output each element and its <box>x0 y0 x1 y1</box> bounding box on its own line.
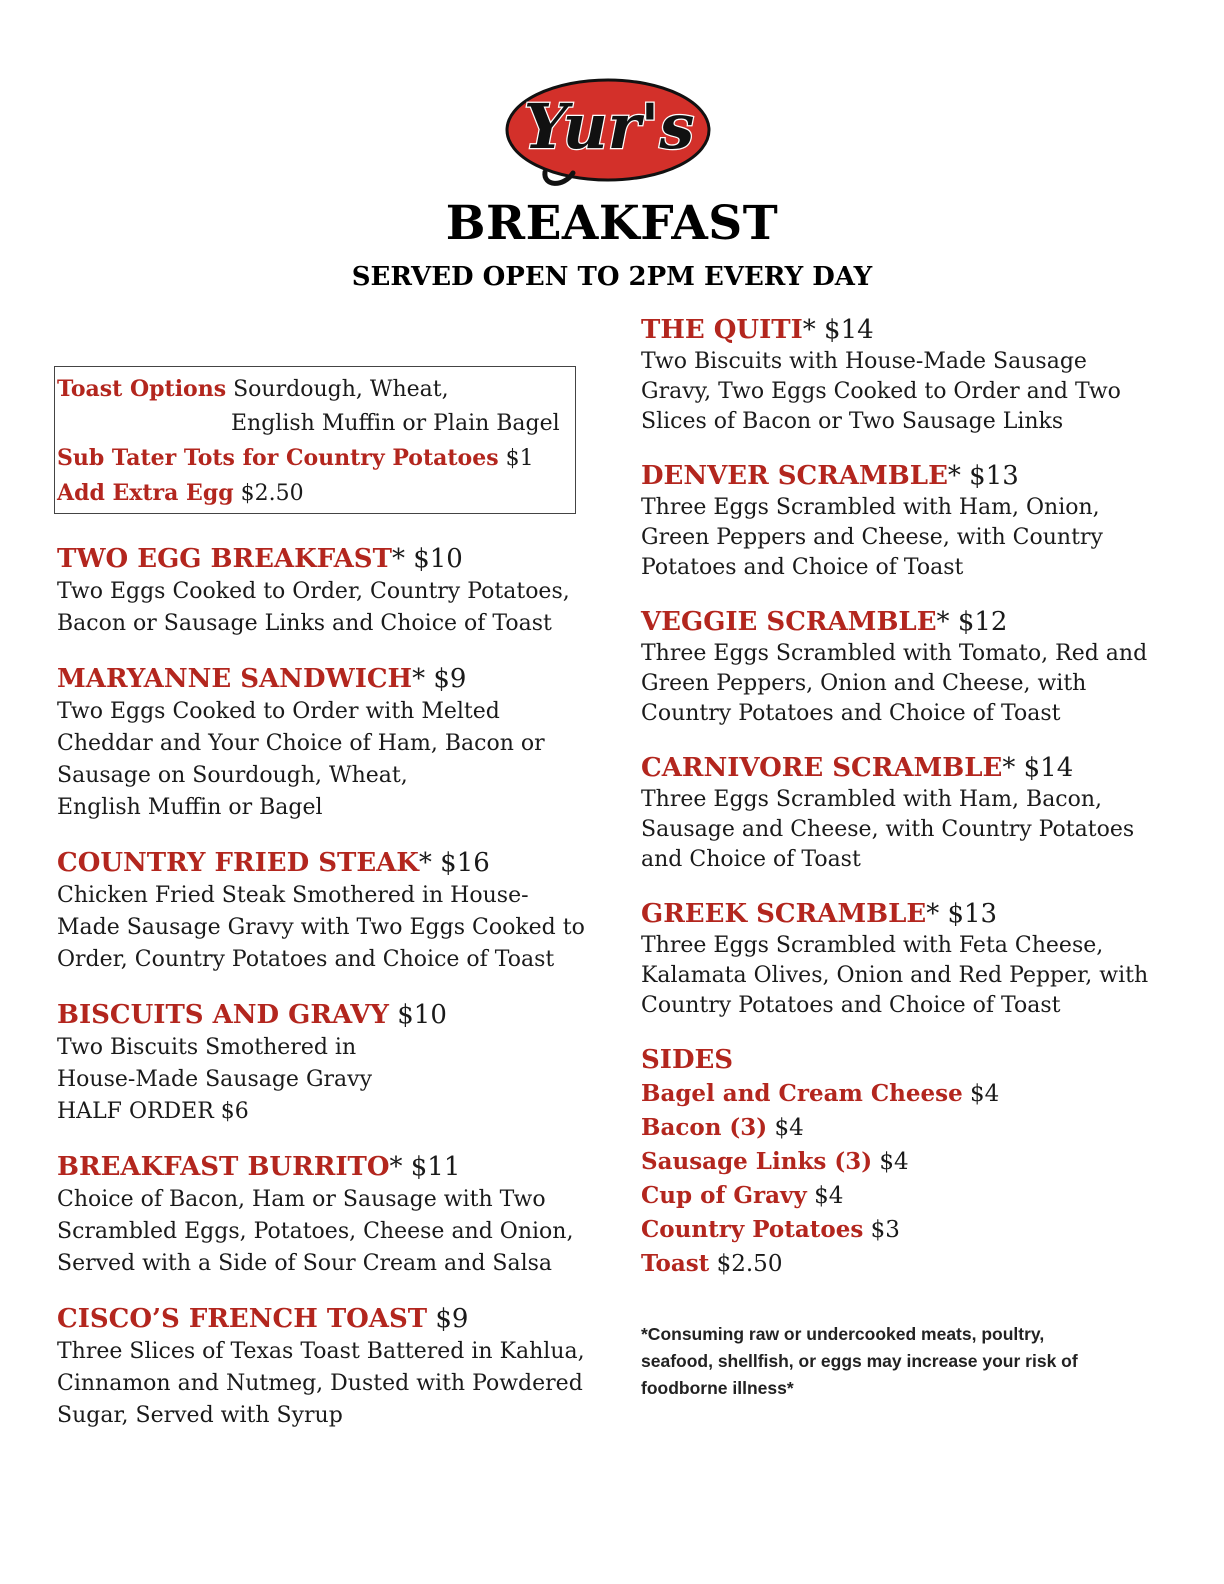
side-item-name: Cup of Gravy <box>641 1182 807 1209</box>
description-line: HALF ORDER $6 <box>57 1099 249 1124</box>
description-line: Served with a Side of Sour Cream and Salsa <box>57 1251 553 1276</box>
menu-item-star: * <box>391 544 405 574</box>
side-item-name: Sausage Links (3) <box>641 1148 873 1175</box>
menu-item-name: VEGGIE SCRAMBLE <box>641 607 937 637</box>
menu-item-star: * <box>412 664 426 694</box>
description-line: Scrambled Eggs, Potatoes, Cheese and Onion, <box>57 1219 574 1244</box>
menu-item-description <box>641 347 1201 437</box>
page-title: BREAKFAST <box>445 196 779 251</box>
menu-item-name: GREEK SCRAMBLE <box>641 899 927 929</box>
menu-item-description <box>57 1336 597 1432</box>
description-line: Cinnamon and Nutmeg, Dusted with Powdered <box>57 1371 583 1396</box>
description-line: Gravy, Two Eggs Cooked to Order and Two <box>641 379 1121 404</box>
description-line: Two Eggs Cooked to Order, Country Potatoes, <box>57 579 570 604</box>
menu-item-star: * <box>936 607 950 637</box>
description-line: English Muffin or Bagel <box>57 795 323 820</box>
tater-tots-line <box>55 441 565 476</box>
menu-item-price: $12 <box>957 607 1008 637</box>
menu-item-star: * <box>1002 753 1016 783</box>
extra-egg-label: Add Extra Egg <box>57 480 234 506</box>
description-line: Sausage and Cheese, with Country Potatoes <box>641 817 1135 842</box>
menu-item-name: DENVER SCRAMBLE <box>641 461 948 491</box>
side-item-name: Toast <box>641 1250 710 1277</box>
disclaimer-line: seafood, shellfish, or eggs may increase your risk of <box>641 1351 1078 1371</box>
menu-item-description <box>57 1032 597 1128</box>
description-line: Country Potatoes and Choice of Toast <box>641 701 1061 726</box>
side-item <box>641 1077 1201 1111</box>
description-line: and Choice of Toast <box>641 847 861 872</box>
side-item <box>641 1111 1201 1145</box>
description-line: Slices of Bacon or Two Sausage Links <box>641 409 1064 434</box>
side-item <box>641 1213 1201 1247</box>
description-line: Kalamata Olives, Onion and Red Pepper, with <box>641 963 1149 988</box>
side-item-price: $4 <box>879 1149 909 1175</box>
side-item <box>641 1247 1201 1281</box>
logo-icon <box>503 68 713 190</box>
menu-item-price: $13 <box>969 461 1019 491</box>
description-line: Two Biscuits with House-Made Sausage <box>641 349 1087 374</box>
menu-item <box>641 605 1201 729</box>
menu-item-description <box>57 696 597 824</box>
menu-item-name: COUNTRY FRIED STEAK <box>57 848 419 878</box>
menu-item-price: $14 <box>1023 753 1074 783</box>
menu-item <box>57 846 597 976</box>
description-line: Three Eggs Scrambled with Feta Cheese, <box>641 933 1104 958</box>
menu-item-star: * <box>389 1152 403 1182</box>
description-line: Chicken Fried Steak Smothered in House- <box>57 883 529 908</box>
description-line: Three Eggs Scrambled with Ham, Onion, <box>641 495 1100 520</box>
description-line: Choice of Bacon, Ham or Sausage with Two <box>57 1187 546 1212</box>
menu-item-price: $13 <box>947 899 998 929</box>
toast-options-value: Sourdough, Wheat, <box>233 377 449 402</box>
menu-item-description <box>641 639 1201 729</box>
side-item-price: $3 <box>870 1217 900 1243</box>
menu-item-price: $16 <box>440 848 490 878</box>
description-line: Sugar, Served with Syrup <box>57 1403 343 1428</box>
right-column <box>641 313 1201 1402</box>
description-line: Sausage on Sourdough, Wheat, <box>57 763 408 788</box>
menu-item-star: * <box>926 899 940 929</box>
side-item-price: $4 <box>814 1183 844 1209</box>
menu-item-star: * <box>418 848 432 878</box>
description-line: Two Biscuits Smothered in <box>57 1035 357 1060</box>
menu-item <box>57 542 597 640</box>
disclaimer-line: *Consuming raw or undercooked meats, poultry, <box>641 1324 1045 1344</box>
menu-item <box>641 751 1201 875</box>
page-subtitle: SERVED OPEN TO 2PM EVERY DAY <box>351 262 873 292</box>
description-line: Green Peppers, Onion and Cheese, with <box>641 671 1087 696</box>
extra-egg-price: $2.50 <box>240 481 304 506</box>
menu-item-name: THE QUITI <box>641 315 803 345</box>
description-line: Made Sausage Gravy with Two Eggs Cooked to <box>57 915 585 940</box>
menu-item-description <box>57 1184 597 1280</box>
menu-item <box>57 1302 597 1432</box>
menu-item-name: CISCO’S FRENCH TOAST <box>57 1304 428 1334</box>
menu-item-description <box>641 931 1201 1021</box>
description-line: Country Potatoes and Choice of Toast <box>641 993 1061 1018</box>
food-safety-disclaimer <box>641 1321 1201 1402</box>
description-line: Potatoes and Choice of Toast <box>641 555 964 580</box>
menu-item-name: TWO EGG BREAKFAST <box>57 544 392 574</box>
description-line: Order, Country Potatoes and Choice of Toast <box>57 947 555 972</box>
side-item-name: Bagel and Cream Cheese <box>641 1080 963 1107</box>
toast-options-label: Toast Options <box>57 376 227 402</box>
toast-options-line <box>55 372 565 407</box>
menu-item <box>57 1150 597 1280</box>
menu-item-name: BREAKFAST BURRITO <box>57 1152 390 1182</box>
description-line: Three Slices of Texas Toast Battered in Kahlua, <box>57 1339 585 1364</box>
side-item-price: $4 <box>970 1081 1000 1107</box>
menu-item-description <box>641 493 1201 583</box>
description-line: Three Eggs Scrambled with Tomato, Red and <box>641 641 1148 666</box>
sides-heading: SIDES <box>641 1045 734 1075</box>
menu-item-star: * <box>802 315 816 345</box>
description-line: Two Eggs Cooked to Order with Melted <box>57 699 500 724</box>
disclaimer-line: foodborne illness* <box>641 1378 794 1398</box>
menu-item-description <box>57 576 597 640</box>
menu-item-price: $10 <box>397 1000 447 1030</box>
description-line: Three Eggs Scrambled with Ham, Bacon, <box>641 787 1103 812</box>
tater-tots-price: $1 <box>505 446 534 471</box>
options-box <box>54 366 576 514</box>
description-line: House-Made Sausage Gravy <box>57 1067 373 1092</box>
tater-tots-label: Sub Tater Tots for Country Potatoes <box>57 445 499 471</box>
menu-item <box>641 897 1201 1021</box>
toast-options-line2: English Muffin or Plain Bagel <box>231 411 560 436</box>
extra-egg-line <box>55 476 565 511</box>
menu-item-price: $11 <box>410 1152 461 1182</box>
menu-item-price: $9 <box>435 1304 469 1334</box>
menu-item-name: MARYANNE SANDWICH <box>57 664 413 694</box>
menu-item <box>57 662 597 824</box>
description-line: Cheddar and Your Choice of Ham, Bacon or <box>57 731 545 756</box>
restaurant-logo <box>503 68 713 190</box>
side-item <box>641 1145 1201 1179</box>
menu-item <box>57 998 597 1128</box>
description-line: Green Peppers and Cheese, with Country <box>641 525 1103 550</box>
menu-item-description <box>641 785 1201 875</box>
menu-item-description <box>57 880 597 976</box>
menu-item <box>641 313 1201 437</box>
menu-item-price: $14 <box>824 315 874 345</box>
menu-item-name: BISCUITS AND GRAVY <box>57 1000 389 1030</box>
side-item-name: Bacon (3) <box>641 1114 768 1141</box>
side-item-price: $4 <box>774 1115 804 1141</box>
menu-item-price: $9 <box>433 664 467 694</box>
side-item-price: $2.50 <box>716 1251 783 1277</box>
menu-item <box>641 459 1201 583</box>
side-item <box>641 1179 1201 1213</box>
menu-item-price: $10 <box>413 544 463 574</box>
side-item-name: Country Potatoes <box>641 1216 864 1243</box>
menu-item-star: * <box>947 461 961 491</box>
description-line: Bacon or Sausage Links and Choice of Toast <box>57 611 552 636</box>
menu-item-name: CARNIVORE SCRAMBLE <box>641 753 1003 783</box>
left-column <box>57 366 597 1432</box>
logo-text: Yur's <box>523 90 695 163</box>
